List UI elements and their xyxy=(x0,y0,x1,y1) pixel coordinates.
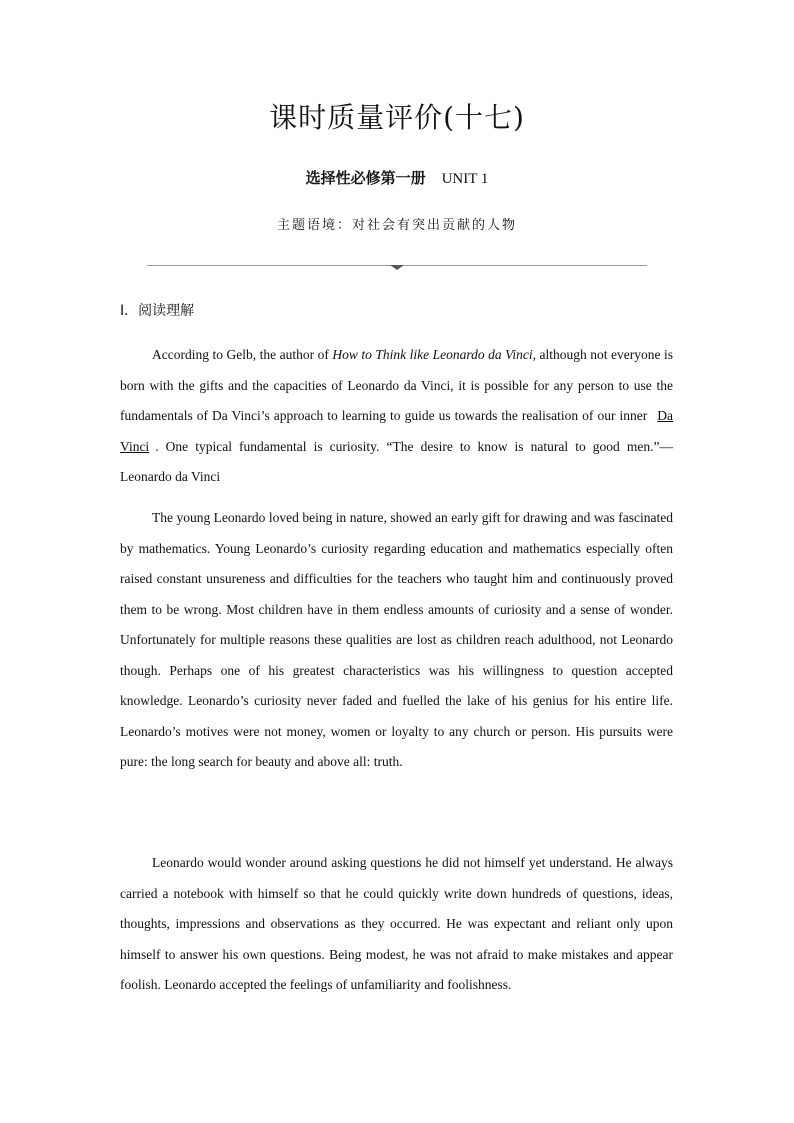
unit-label: UNIT 1 xyxy=(441,171,489,187)
passage-paragraph-2 xyxy=(120,503,673,778)
page-title: 课时质量评价(十七) xyxy=(269,101,525,134)
p1-text-middle: although not everyone is born with the gifts and the capacities of Leonardo da Vinci, it is possible for any person to use the fundamentals of Da Vinci’s approach to learning to guide us towards the realisation of our inner xyxy=(120,347,673,423)
p1-text-before: According to Gelb, the author of xyxy=(152,347,333,362)
textbook-name: 选择性必修第一册 xyxy=(305,169,426,187)
p1-text-after: . One typical fundamental is curiosity. “The desire to know is natural to good men.”— Leonardo da Vinci xyxy=(120,438,673,484)
passage-paragraph-3 xyxy=(120,848,673,1001)
page-subtitle xyxy=(0,167,794,188)
book-title: How to Think like Leonardo da Vinci, xyxy=(332,347,536,362)
passage-paragraph-1 xyxy=(120,340,673,493)
divider-arrow-icon xyxy=(390,265,404,270)
underlined-phrase: Da Vinci xyxy=(120,408,673,454)
p3-text: Leonardo would wonder around asking questions he did not himself yet understand. He always carried a notebook with himself so that he could quickly write down hundreds of questions, ideas, thoughts, impressions and observations as they occurred. He was expectant and reliant only upon himself to answer his own questions. Being modest, he was not afraid to make mistakes and appear foolish. Leonardo accepted the feelings of unfamiliarity and foolishness. xyxy=(120,855,673,992)
section-heading: Ⅰ．阅读理解 xyxy=(120,303,195,319)
theme-context: 主题语境：对社会有突出贡献的人物 xyxy=(276,218,517,233)
p2-text: The young Leonardo loved being in nature, showed an early gift for drawing and was fascinated by mathematics. Young Leonardo’s curiosity regarding education and mathematics especially often raised constant unsureness and difficulties for the teachers who taught him and continuously proved them to be wrong. Most children have in them endless amounts of curiosity and a sense of wonder. Unfortunately for multiple reasons these qualities are lost as children reach adulthood, not Leonardo though. Perhaps one of his greatest characteristics was his willingness to question accepted knowledge. Leonardo’s curiosity never faded and fuelled the lake of his genius for his entire life. Leonardo’s motives were not money, women or loyalty to any church or person. His pursuits were pure: the long search for beauty and above all: truth. xyxy=(120,510,673,769)
